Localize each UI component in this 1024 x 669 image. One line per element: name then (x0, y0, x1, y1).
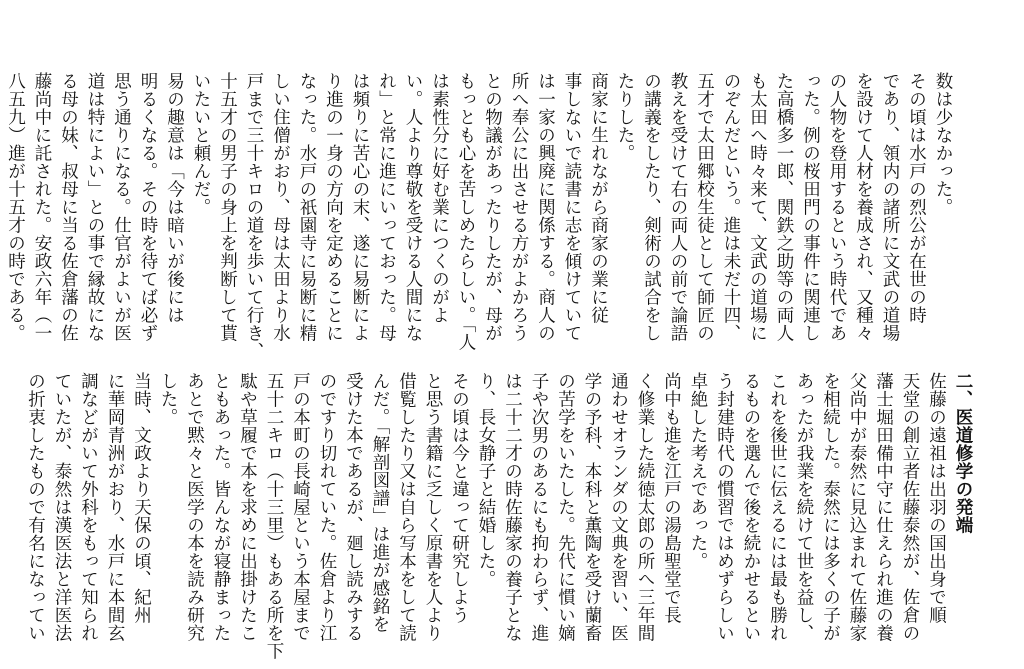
text-line: 佐藤の遠祖は出羽の国出身で順 (926, 372, 947, 624)
text-line: く修業した続徳太郎の所へ三年間 (635, 372, 655, 642)
text-line: いたいと頼んだ。 (191, 72, 211, 216)
text-line: 戸の本町の長崎屋という本屋まで (290, 372, 311, 642)
text-line: るものを選んで後を続かせるとい (741, 372, 761, 642)
text-line: り、長女静子と結婚した。 (476, 372, 496, 588)
text-line: い。人より尊敬を受ける人間にな (403, 72, 423, 342)
text-line: に華岡青洲がおり、水戸に本間玄 (105, 372, 125, 642)
text-line: 易の趣意は「今は暗いが後には (164, 72, 185, 324)
text-line: 道は特によい」との事で縁故にな (85, 72, 105, 342)
text-line: る母の妹、叔母に当る佐倉藩の佐 (58, 72, 79, 342)
text-line: 商家に生れながら商家の業に従 (588, 72, 609, 324)
text-line: 調などがいて外科をもって知られ (78, 372, 99, 642)
text-line: の折衷したもので有名になってい (25, 372, 46, 642)
text-line: 所へ奉公に出させる方がよかろう (509, 72, 529, 342)
text-line: もっとも心を苦しめたらしい。「人 (456, 72, 476, 352)
text-line: あったが我業を続けて世を益し、 (794, 372, 814, 642)
text-line: 藩士堀田備中守に仕えられ進の養 (873, 372, 894, 642)
text-line: 十五才の男子の身上を判断して貰 (217, 72, 238, 342)
text-line: ていたが、泰然は漢医法と洋医法 (52, 372, 72, 642)
text-line: あとで黙々と医学の本を読み研究 (184, 372, 205, 642)
text-line: 五才で太田郷校生徒として師匠の (694, 72, 715, 342)
text-line: 五十二キロ（十三里）もある所を下 (264, 372, 284, 660)
text-line: 思う通りになる。仕官がよいが医 (111, 72, 132, 342)
text-line: は一家の興廃に関係する。商人の (535, 72, 556, 342)
text-line: なった。水戸の祇園寺に易断に精 (297, 72, 317, 342)
text-line: 駄や草履で本を求めに出掛けたこ (237, 372, 258, 642)
text-line: は素性分に好む業につくのがよ (429, 72, 450, 324)
text-line: 通わせオランダの文典を習い、医 (608, 372, 629, 642)
text-line: 受けた本であるが、廻し読みする (343, 372, 364, 642)
text-line: との物議があったりしたが、母が (482, 72, 503, 342)
text-line: を設けて人材を養成され、又種々 (853, 72, 874, 342)
text-line: 父尚中が泰然に見込まれて佐藤家 (847, 372, 867, 642)
text-line: 借覧したり又は自ら写本をして読 (396, 372, 417, 642)
text-line: た高橋多一郎、関鉄之助等の両人 (774, 72, 794, 342)
text-line: り進の一身の方向を定めることに (323, 72, 344, 342)
text-line: のぞんだという。進は未だ十四、 (721, 72, 741, 342)
upper-text-block (2, 72, 956, 360)
text-line: 八五九）進が十五才の時である。 (5, 72, 26, 342)
text-line: のですり切れていた。佐倉より江 (317, 372, 337, 642)
text-line: の苦学をいたした。先代に慣い嫡 (555, 372, 576, 642)
text-line: の講義をしたり、剣術の試合をし (641, 72, 662, 342)
text-line: った。例の桜田門の事件に関連し (800, 72, 821, 342)
text-line: であり、領内の諸所に文武の道場 (880, 72, 900, 342)
text-line: その頃は今と違って研究しよう (449, 372, 470, 624)
section-heading: 二、医道修学の発端 (953, 372, 973, 534)
text-line: は頻りに苦心の末、遂に易断によ (350, 72, 370, 342)
text-line: たりした。 (615, 72, 635, 162)
text-line: 子や次男のあるにも拘わらず、進 (529, 372, 549, 642)
text-line: れ」と常に進にいっておった。母 (376, 72, 397, 342)
text-line: 学の予科、本科と薫陶を受け蘭畜 (582, 372, 602, 642)
text-line: 明るくなる。その時を待てば必ず (138, 72, 158, 342)
text-line: 当時、文政より天保の頃、紀州 (131, 372, 152, 624)
text-line: 卓絶した考えであった。 (688, 372, 708, 570)
text-line: これを後世に伝えるには最も勝れ (767, 372, 788, 642)
text-line: 教えを受けて右の両人の前で論語 (668, 72, 688, 342)
text-line: その頃は水戸の烈公が在世の時 (906, 72, 927, 324)
text-line: 天堂の創立者佐藤泰然が、佐倉の (900, 372, 920, 642)
text-line: を相続した。泰然には多くの子が (820, 372, 841, 642)
text-line: も太田へ時々来て、文武の道場に (747, 72, 768, 342)
text-line: の人物を登用するという時代であ (827, 72, 847, 342)
text-line: 事しないで読書に志を傾けていて (562, 72, 582, 342)
text-line: 藤尚中に託された。安政六年（一 (32, 72, 52, 342)
text-line: 戸まで三十キロの道を歩いて行き、 (244, 72, 264, 360)
text-line: しい住僧がおり、母は太田より水 (270, 72, 291, 342)
text-line: と思う書籍に乏しく原書を人より (423, 372, 443, 642)
text-line: 数は少なかった。 (933, 72, 953, 216)
text-line: ともあった。皆んなが寝静まった (211, 372, 231, 642)
text-line: んだ。「解剖図譜」は進が感銘を (370, 372, 390, 634)
text-line: 尚中も進を江戸の湯島聖堂で長 (661, 372, 682, 624)
lower-text-block (22, 372, 976, 660)
text-line: した。 (158, 372, 178, 426)
text-line: う封建時代の慣習ではめずらしい (714, 372, 735, 642)
text-line: は二十二才の時佐藤家の養子とな (502, 372, 523, 642)
